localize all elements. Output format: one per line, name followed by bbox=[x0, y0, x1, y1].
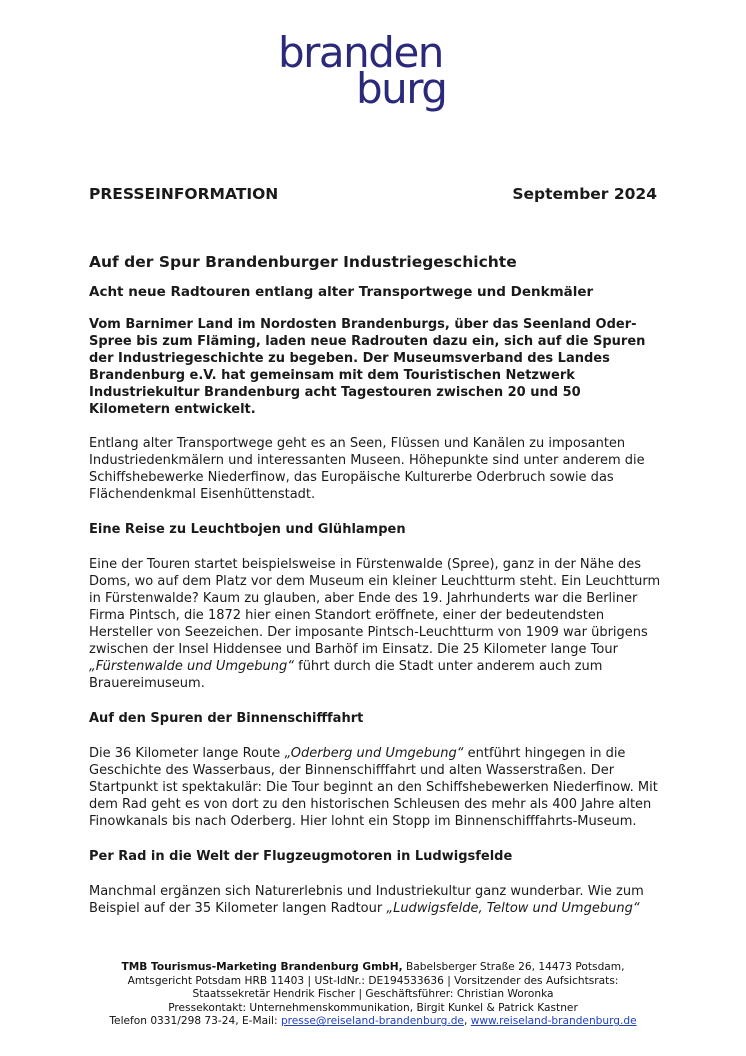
website-link[interactable]: www.reiseland-brandenburg.de bbox=[470, 1015, 637, 1028]
section-paragraph-ludwigsfelde bbox=[89, 883, 661, 917]
email-link[interactable]: presse@reiseland-brandenburg.de bbox=[280, 1015, 464, 1028]
tour-name: „Fürstenwalde und Umgebung“ bbox=[89, 659, 294, 674]
page-footer bbox=[60, 961, 686, 1029]
tour-name: „Oderberg und Umgebung“ bbox=[284, 746, 464, 761]
footer-line-4: Pressekontakt: Unternehmenskommunikation, Birgit Kunkel & Patrick Kastner bbox=[168, 1001, 578, 1014]
footer-address: Babelsberger Straße 26, 14473 Potsdam, bbox=[402, 961, 625, 973]
lead-paragraph: Vom Barnimer Land im Nordosten Brandenburgs, über das Seenland Oder-Spree bis zum Fläming, laden neue Radrouten dazu ein, sich auf die Spuren der Industriegeschichte zu begeben. Der Museumsverband des Landes Brandenburg e.V. hat gemeinsam mit dem Touristischen Netzwerk Industriekultur Brandenburg acht Tagestouren zwischen 20 und 50 Kilometern entwickelt. bbox=[89, 317, 646, 417]
article bbox=[89, 252, 661, 935]
footer-line-3: Staatssekretär Hendrik Fischer | Geschäftsführer: Christian Woronka bbox=[192, 988, 554, 1001]
section-paragraph-fuerstenwalde bbox=[89, 556, 661, 692]
section-heading-leuchtbojen: Eine Reise zu Leuchtbojen und Glühlampen bbox=[89, 522, 406, 537]
footer-phone: Telefon 0331/298 73-24, E-Mail: bbox=[109, 1015, 281, 1028]
footer-line-1 bbox=[60, 961, 686, 975]
intro-paragraph: Entlang alter Transportwege geht es an Seen, Flüssen und Kanälen zu imposanten Industriedenkmälern und interessanten Museen. Höhepunkte sind unter anderem die Schiffshebewerke Niederfinow, das Europäische Kulturerbe Oderbruch sowie das Flächendenkmal Eisenhüttenstadt. bbox=[89, 436, 645, 502]
footer-line-5 bbox=[60, 1015, 686, 1029]
article-title: Auf der Spur Brandenburger Industriegeschichte bbox=[89, 253, 517, 271]
section-heading-binnenschifffahrt: Auf den Spuren der Binnenschifffahrt bbox=[89, 711, 364, 726]
paragraph-text: entführt hingegen in die Geschichte des Wasserbaus, der Binnenschifffahrt und alten Wasserstraßen. Der Startpunkt ist spektakulär: Die Tour beginnt an den Schiffshebewerken Niederfinow. Mit dem Rad geht es von dort zu den historischen Schleusen des mehr als 400 Jahre alten Finowkanals bis nach Oderberg. Hier lohnt ein Stopp im Binnenschifffahrts-Museum. bbox=[89, 746, 658, 829]
paragraph-text: führt durch die Stadt unter anderem auch zum Brauereimuseum. bbox=[89, 659, 603, 691]
logo-line-1: branden bbox=[278, 28, 443, 77]
paragraph-text: Eine der Touren startet beispielsweise in Fürstenwalde (Spree), ganz in der Nähe des Doms, wo auf dem Platz vor dem Museum ein kleiner Leuchtturm steht. Ein Leuchtturm in Fürstenwalde? Kaum zu glauben, aber Ende des 19. Jahrhunderts war die Berliner Firma Pintsch, die 1872 hier einen Standort eröffnete, einer der bedeutendsten Hersteller von Seezeichen. Der imposante Pintsch-Leuchtturm von 1909 war übrigens zwischen der Insel Hiddensee und Barhöf im Einsatz. Die 25 Kilometer lange Tour bbox=[89, 557, 661, 657]
press-date: September 2024 bbox=[512, 185, 657, 203]
paragraph-text: Die 36 Kilometer lange Route bbox=[89, 746, 285, 761]
section-heading-flugzeugmotoren: Per Rad in die Welt der Flugzeugmotoren in Ludwigsfelde bbox=[89, 849, 513, 864]
tour-name: „Ludwigsfelde, Teltow und Umgebung“ bbox=[386, 901, 640, 916]
section-paragraph-oderberg bbox=[89, 745, 661, 830]
footer-line-2: Amtsgericht Potsdam HRB 11403 | USt-IdNr.: DE194533636 | Vorsitzender des Aufsichtsrats: bbox=[127, 974, 619, 987]
press-header bbox=[89, 185, 657, 203]
article-subtitle: Acht neue Radtouren entlang alter Transportwege und Denkmäler bbox=[89, 284, 594, 300]
paragraph-text: Manchmal ergänzen sich Naturerlebnis und Industriekultur ganz wunderbar. Wie zum Beispiel auf der 35 Kilometer langen Radtour bbox=[89, 884, 644, 916]
footer-separator: , bbox=[463, 1015, 471, 1028]
logo-line-2: burg bbox=[356, 64, 447, 113]
press-label: PRESSEINFORMATION bbox=[89, 185, 279, 203]
footer-company: TMB Tourismus-Marketing Brandenburg GmbH, bbox=[121, 961, 403, 973]
